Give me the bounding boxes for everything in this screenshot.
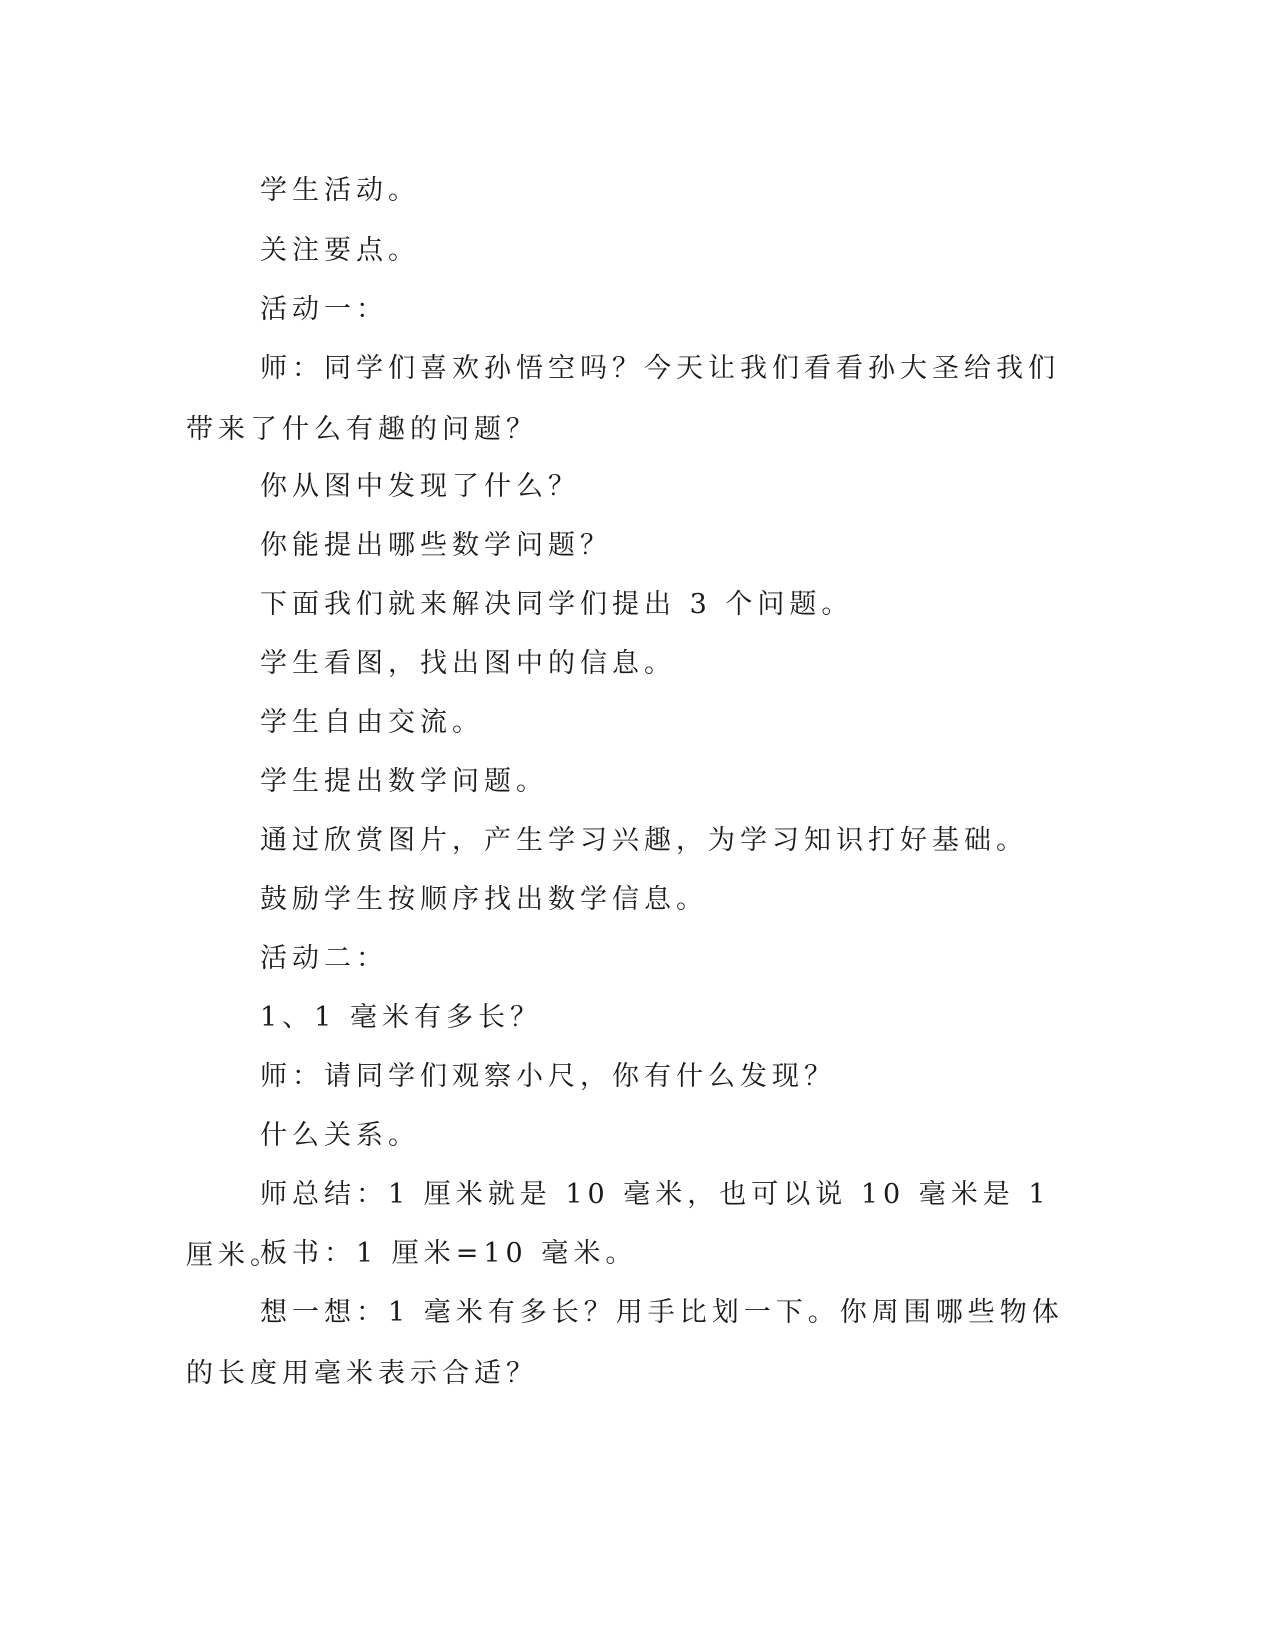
paragraph-10: 学生提出数学问题。 [260,766,548,797]
paragraph-13: 活动二： [260,943,388,974]
paragraph-7: 下面我们就来解决同学们提出 3 个问题。 [260,589,854,620]
paragraph-19: 想一想：1 毫米有多长？用手比划一下。你周围哪些物体的长度用毫米表示合适？ [186,1297,1064,1389]
paragraph-2: 关注要点。 [260,235,420,266]
paragraph-11: 通过欣赏图片，产生学习兴趣，为学习知识打好基础。 [260,825,1028,856]
paragraph-18: 板书：1 厘米=10 毫米。 [260,1238,638,1269]
paragraph-17: 师总结：1 厘米就是 10 毫米，也可以说 10 毫米是 1 厘米。 [186,1179,1051,1271]
paragraph-8: 学生看图，找出图中的信息。 [260,648,676,679]
paragraph-1: 学生活动。 [260,175,420,206]
paragraph-5: 你从图中发现了什么？ [260,471,580,502]
paragraph-9: 学生自由交流。 [260,707,484,738]
paragraph-6: 你能提出哪些数学问题？ [260,530,612,561]
paragraph-14: 1、1 毫米有多长？ [260,1002,542,1033]
paragraph-15: 师：请同学们观察小尺，你有什么发现？ [260,1061,836,1092]
paragraph-3: 活动一： [260,294,388,325]
paragraph-4: 师：同学们喜欢孙悟空吗？今天让我们看看孙大圣给我们带来了什么有趣的问题？ [186,353,1060,445]
paragraph-12: 鼓励学生按顺序找出数学信息。 [260,884,708,915]
paragraph-16: 什么关系。 [260,1120,420,1151]
